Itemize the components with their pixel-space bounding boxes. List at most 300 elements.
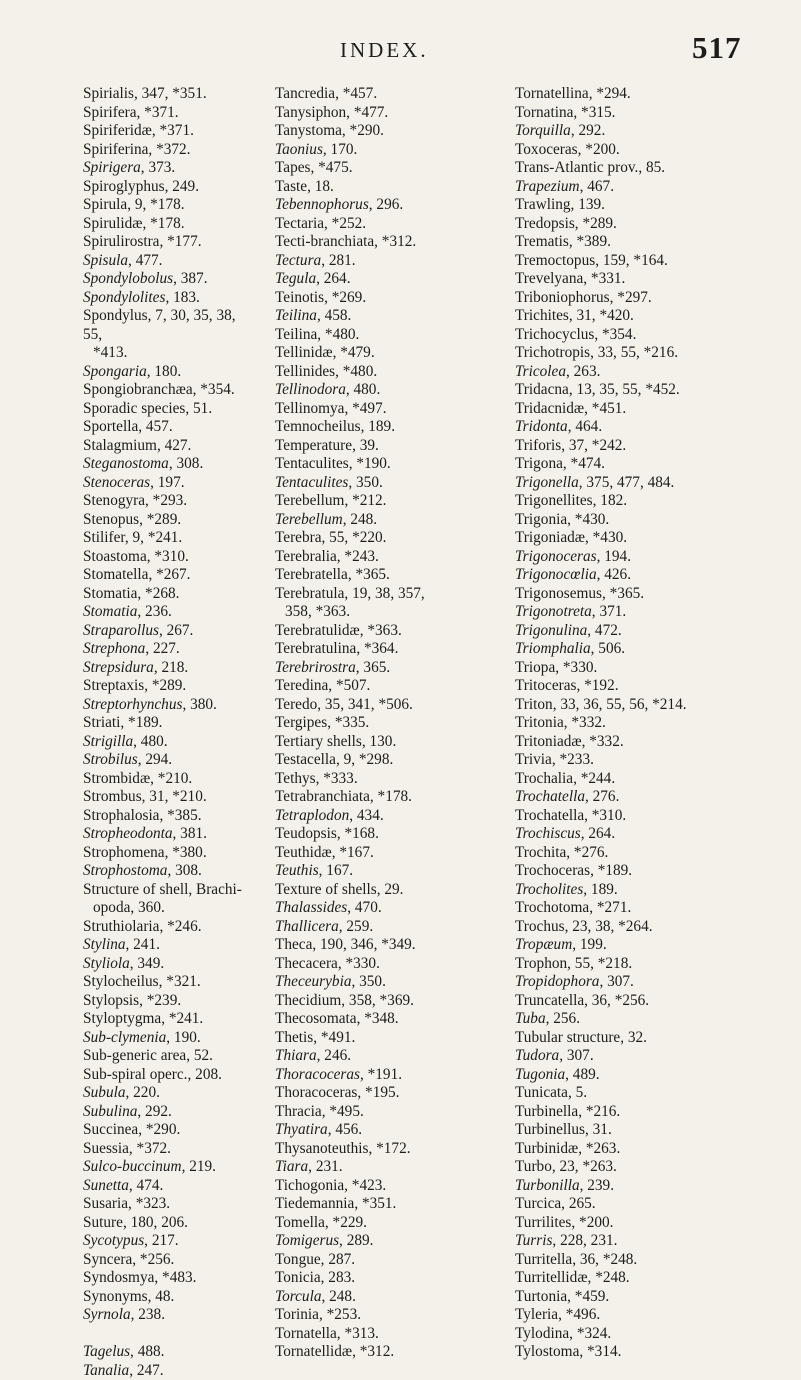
entry-term: Tridonta: [515, 418, 568, 435]
entry-term: Spirulirostra: [83, 233, 159, 250]
entry-term: Teuthidæ: [275, 844, 332, 861]
entry-page-refs: , *363.: [360, 622, 402, 639]
entry-term: Strophalosia: [83, 807, 159, 824]
index-entry: [275, 215, 535, 234]
index-entry: [275, 1232, 535, 1251]
entry-page-refs: , *248.: [588, 1269, 630, 1286]
index-entry: [515, 603, 785, 622]
entry-page-refs: , *310.: [584, 807, 626, 824]
entry-page-refs: , 13, 35, 55, *452.: [569, 381, 680, 398]
entry-term: Turrilites: [515, 1214, 571, 1231]
entry-page-refs: , 308.: [169, 455, 203, 472]
entry-term: Tricolea: [515, 363, 566, 380]
entry-term: Tapes: [275, 159, 310, 176]
entry-page-refs: , *310.: [147, 548, 189, 565]
index-entry: [83, 955, 258, 974]
index-entry: [275, 788, 535, 807]
entry-page-refs: , *330.: [555, 659, 597, 676]
entry-page-refs: , 434.: [349, 807, 383, 824]
entry-page-refs: , *333.: [316, 770, 358, 787]
entry-page-refs: , *290.: [342, 122, 384, 139]
entry-term: Torcula: [275, 1288, 321, 1305]
index-entry: [275, 326, 535, 345]
index-entry: [83, 973, 258, 992]
entry-term: Tornatellina: [515, 85, 589, 102]
index-entry: [515, 807, 785, 826]
entry-page-refs: , *290.: [138, 1121, 180, 1138]
entry-term: Torquilla: [515, 122, 571, 139]
index-entry: [275, 289, 535, 308]
entry-page-refs: , *371.: [137, 104, 179, 121]
entry-term: Spondylus: [83, 307, 148, 324]
index-entry: [83, 437, 258, 456]
entry-term: Terebralia: [275, 548, 337, 565]
entry-term: Turbinidæ: [515, 1140, 578, 1157]
index-entry: [515, 936, 785, 955]
entry-page-refs: , *323.: [128, 1195, 170, 1212]
entry-term: Tremoctopus: [515, 252, 595, 269]
entry-term: Tethys: [275, 770, 316, 787]
entry-page-refs: , *289.: [575, 215, 617, 232]
index-entry: [515, 677, 785, 696]
entry-page-refs: , *380.: [165, 844, 207, 861]
entry-term: Stomatella: [83, 566, 148, 583]
entry-term: Turbinella: [515, 1103, 578, 1120]
entry-page-refs: , 231.: [308, 1158, 342, 1175]
entry-term: Triomphalia: [515, 640, 591, 657]
entry-page-refs: , *289.: [144, 677, 186, 694]
entry-term: Sulco-buccinum: [83, 1158, 182, 1175]
entry-page-refs: , 249.: [165, 178, 199, 195]
entry-page-refs: , *233.: [552, 751, 594, 768]
entry-term: Tectura: [275, 252, 321, 269]
entry-page-refs: , *451.: [584, 400, 626, 417]
index-entry: [515, 437, 785, 456]
entry-page-refs: , 347, *351.: [134, 85, 207, 102]
entry-page-refs: , *497.: [344, 400, 386, 417]
index-entry: [83, 1158, 258, 1177]
entry-term: Trigonella: [515, 474, 579, 491]
index-entry: [515, 566, 785, 585]
page-number: 517: [692, 30, 742, 66]
entry-term: Tectaria: [275, 215, 324, 232]
entry-page-refs: , 241.: [126, 936, 160, 953]
entry-page-refs: , 39.: [352, 437, 379, 454]
entry-page-refs: , *253.: [319, 1306, 361, 1323]
index-column-1: [83, 85, 258, 1380]
index-entry: [83, 1251, 258, 1270]
entry-page-refs: , *348.: [357, 1010, 399, 1027]
index-entry: [515, 363, 785, 382]
entry-page-refs: , 294.: [138, 751, 172, 768]
entry-page-refs: , 380.: [182, 696, 216, 713]
entry-page-refs: , *195.: [357, 1084, 399, 1101]
index-entry: [275, 696, 535, 715]
entry-page-refs: , 474.: [129, 1177, 163, 1194]
entry-term: Thoracoceras: [275, 1084, 357, 1101]
entry-page-refs: , *293.: [145, 492, 187, 509]
entry-page-refs: , *177.: [159, 233, 201, 250]
entry-term: Teinotis: [275, 289, 324, 306]
entry-term: Turtonia: [515, 1288, 567, 1305]
entry-page-refs: , 248.: [343, 511, 377, 528]
entry-term: Tetraplodon: [275, 807, 349, 824]
index-entry: [515, 215, 785, 234]
index-entry: [515, 1140, 785, 1159]
entry-page-refs: , *354.: [193, 381, 235, 398]
entry-page-refs: , 480.: [346, 381, 380, 398]
index-entry: [515, 1029, 785, 1048]
entry-page-refs: , 373.: [141, 159, 175, 176]
entry-term: Sporadic species: [83, 400, 185, 417]
index-entry: [515, 640, 785, 659]
index-entry: [275, 178, 535, 197]
entry-term: Tanalia: [83, 1362, 129, 1379]
entry-term: Teudopsis: [275, 825, 337, 842]
index-entry: [83, 659, 258, 678]
index-entry: [515, 159, 785, 178]
index-entry: [515, 344, 785, 363]
index-entry: [515, 178, 785, 197]
entry-page-refs: , *389.: [569, 233, 611, 250]
index-entry: [275, 585, 535, 622]
entry-page-refs: , *212.: [344, 492, 386, 509]
entry-page-refs: , 194.: [597, 548, 631, 565]
entry-term: Tertiary shells: [275, 733, 362, 750]
entry-page-refs: , *267.: [148, 566, 190, 583]
entry-page-refs: , 426.: [597, 566, 631, 583]
entry-term: Trapezium: [515, 178, 580, 195]
entry-term: Turritella: [515, 1251, 572, 1268]
index-entry: [83, 85, 258, 104]
index-entry: [83, 770, 258, 789]
index-entry: [83, 825, 258, 844]
entry-term: Spisula: [83, 252, 128, 269]
index-entry: [515, 696, 785, 715]
entry-page-refs: , 458.: [317, 307, 351, 324]
entry-page-refs: , *200.: [578, 141, 620, 158]
entry-page-refs: , 227.: [145, 640, 179, 657]
index-entry: [275, 548, 535, 567]
entry-page-refs: , 52.: [186, 1047, 213, 1064]
index-entry: [275, 1325, 535, 1344]
entry-page-refs: , 467.: [580, 178, 614, 195]
index-entry: [515, 1158, 785, 1177]
index-entry: [515, 733, 785, 752]
index-entry: [83, 1343, 258, 1362]
index-entry: [275, 363, 535, 382]
entry-page-refs: , 130.: [362, 733, 396, 750]
entry-term: Tellinodora: [275, 381, 346, 398]
index-entry: [83, 714, 258, 733]
entry-term: Tecti-branchiata: [275, 233, 374, 250]
index-entry: [83, 455, 258, 474]
index-entry: [83, 492, 258, 511]
entry-page-refs: , *268.: [137, 585, 179, 602]
entry-page-refs: , *364.: [356, 640, 398, 657]
entry-term: Thecidium: [275, 992, 341, 1009]
entry-term: Stoastoma: [83, 548, 147, 565]
entry-term: Thalassides: [275, 899, 347, 916]
entry-page-refs: , 199.: [572, 936, 606, 953]
entry-page-refs: , 5.: [568, 1084, 587, 1101]
entry-page-refs: , 31.: [585, 1121, 612, 1138]
index-entry: [83, 936, 258, 955]
entry-term: Tornatina: [515, 104, 573, 121]
entry-term: Syncera: [83, 1251, 132, 1268]
entry-page-refs: , *189.: [590, 862, 632, 879]
entry-term: Tichogonia: [275, 1177, 344, 1194]
index-entry: [83, 1362, 258, 1380]
index-entry: [275, 714, 535, 733]
entry-term: Thetis: [275, 1029, 313, 1046]
index-entry: [275, 492, 535, 511]
index-entry: [275, 455, 535, 474]
index-entry: [515, 1214, 785, 1233]
entry-page-refs: , 350.: [348, 474, 382, 491]
index-entry: [83, 159, 258, 178]
entry-term: Stylopsis: [83, 992, 139, 1009]
index-entry: [515, 1010, 785, 1029]
index-entry: [83, 529, 258, 548]
entry-term: Teuthis: [275, 862, 319, 879]
entry-term: Tritoniadæ: [515, 733, 582, 750]
entry-page-refs: , 36, *248.: [572, 1251, 637, 1268]
index-entry: [83, 918, 258, 937]
entry-term: Styliola: [83, 955, 130, 972]
entry-term: Triopa: [515, 659, 555, 676]
index-column-2: [275, 85, 535, 1362]
entry-page-refs: , 33, 36, 55, 56, *214.: [553, 696, 687, 713]
index-entry: [83, 733, 258, 752]
entry-term: Temperature: [275, 437, 352, 454]
index-entry: [83, 696, 258, 715]
entry-page-refs: , 470.: [347, 899, 381, 916]
entry-term: Thysanoteuthis: [275, 1140, 368, 1157]
index-entry: [83, 233, 258, 252]
entry-term: Tergipes: [275, 714, 327, 731]
index-entry: [275, 1140, 535, 1159]
index-entry: [275, 770, 535, 789]
index-entry: [83, 1269, 258, 1288]
entry-term: Stropheodonta: [83, 825, 173, 842]
index-entry: [83, 862, 258, 881]
entry-page-refs: , 480.: [133, 733, 167, 750]
index-entry: [275, 992, 535, 1011]
index-entry: [275, 400, 535, 419]
entry-page-refs: , *365.: [348, 566, 390, 583]
entry-page-refs: , 219.: [182, 1158, 216, 1175]
index-entry: [83, 1029, 258, 1048]
entry-term: Struthiolaria: [83, 918, 159, 935]
index-entry: [515, 770, 785, 789]
entry-term: Tylostoma: [515, 1343, 579, 1360]
entry-page-refs: , *172.: [368, 1140, 410, 1157]
entry-page-refs: , 36, *256.: [584, 992, 649, 1009]
index-entry: [83, 363, 258, 382]
index-entry: [83, 807, 258, 826]
entry-term: Structure of shell, Brachi-: [83, 881, 242, 898]
entry-page-refs: , 292.: [571, 122, 605, 139]
page-title: INDEX.: [340, 38, 429, 63]
entry-term: Spirulidæ: [83, 215, 143, 232]
entry-page-refs: , *321.: [159, 973, 201, 990]
entry-term: Sycotypus: [83, 1232, 144, 1249]
entry-page-refs: , *297.: [610, 289, 652, 306]
entry-page-refs: , *314.: [579, 1343, 621, 1360]
index-entry: [83, 141, 258, 160]
entry-page-refs: , 159, *164.: [595, 252, 668, 269]
entry-page-refs: , *479.: [333, 344, 375, 361]
entry-page-refs: , 276.: [585, 788, 619, 805]
entry-term: Tanystoma: [275, 122, 342, 139]
entry-page-refs: , 9, *241.: [125, 529, 182, 546]
entry-term: Tomigerus: [275, 1232, 339, 1249]
entry-term: Tredopsis: [515, 215, 575, 232]
entry-term: Taste: [275, 178, 307, 195]
entry-term: Spondylolites: [83, 289, 165, 306]
entry-page-refs: , *294.: [589, 85, 631, 102]
index-entry: [275, 844, 535, 863]
entry-page-refs: , 349.: [130, 955, 164, 972]
entry-continuation: *413.: [83, 344, 258, 363]
entry-page-refs: , *252.: [324, 215, 366, 232]
entry-page-refs: , *315.: [573, 104, 615, 121]
entry-term: Triton: [515, 696, 553, 713]
index-entry: [275, 1084, 535, 1103]
entry-page-refs: , 218.: [154, 659, 188, 676]
entry-term: Taonius: [275, 141, 323, 158]
index-entry: [515, 862, 785, 881]
entry-term: Stilifer: [83, 529, 125, 546]
entry-term: Strobilus: [83, 751, 138, 768]
entry-term: Spiriferina: [83, 141, 148, 158]
index-entry: [83, 844, 258, 863]
entry-term: Truncatella: [515, 992, 584, 1009]
entry-page-refs: , 265.: [561, 1195, 595, 1212]
entry-page-refs: , *495.: [322, 1103, 364, 1120]
entry-page-refs: , 375, 477, 484.: [579, 474, 675, 491]
index-entry: [83, 1010, 258, 1029]
entry-page-refs: , 264.: [581, 825, 615, 842]
index-entry: [83, 992, 258, 1011]
entry-page-refs: , *190.: [349, 455, 391, 472]
index-entry: [83, 215, 258, 234]
entry-page-refs: , *480.: [317, 326, 359, 343]
entry-page-refs: , 283.: [321, 1269, 355, 1286]
entry-page-refs: , 358, *369.: [341, 992, 414, 1009]
index-entry: [515, 270, 785, 289]
index-entry: [515, 1232, 785, 1251]
entry-page-refs: , 217.: [144, 1232, 178, 1249]
index-entry: [275, 474, 535, 493]
entry-page-refs: , 281.: [321, 252, 355, 269]
entry-term: Tornatella: [275, 1325, 337, 1342]
entry-page-refs: , *312.: [374, 233, 416, 250]
entry-page-refs: , 170.: [323, 141, 357, 158]
index-entry: [83, 1288, 258, 1307]
index-entry: [275, 233, 535, 252]
entry-page-refs: , 35, 341, *506.: [317, 696, 413, 713]
entry-page-refs: , 238.: [131, 1306, 165, 1323]
entry-term: Trigonocœlia: [515, 566, 597, 583]
index-entry: [275, 973, 535, 992]
entry-page-refs: , 180, 206.: [123, 1214, 188, 1231]
index-entry: [515, 1177, 785, 1196]
entry-continuation: 358, *363.: [275, 603, 535, 622]
entry-page-refs: , 189.: [361, 418, 395, 435]
index-entry: [275, 159, 535, 178]
entry-term: Trocholites: [515, 881, 583, 898]
entry-page-refs: , 228, 231.: [552, 1232, 617, 1249]
index-entry: [515, 881, 785, 900]
entry-term: Spondylobolus: [83, 270, 173, 287]
entry-page-refs: , 182.: [593, 492, 627, 509]
entry-page-refs: , 55, *220.: [321, 529, 386, 546]
entry-term: Trans-Atlantic prov.: [515, 159, 638, 176]
index-entry: [515, 1269, 785, 1288]
index-entry: [83, 548, 258, 567]
index-entry: [515, 844, 785, 863]
entry-term: Terebellum: [275, 511, 343, 528]
index-entry: [515, 1195, 785, 1214]
entry-term: Tebennophorus: [275, 196, 369, 213]
entry-term: Strigilla: [83, 733, 133, 750]
entry-term: Thoracoceras: [275, 1066, 360, 1083]
entry-page-refs: , *457.: [335, 85, 377, 102]
entry-page-refs: , 55, *218.: [567, 955, 632, 972]
index-entry: [515, 233, 785, 252]
entry-term: Spirialis: [83, 85, 134, 102]
entry-term: Straparollus: [83, 622, 159, 639]
entry-page-refs: , 246.: [317, 1047, 351, 1064]
entry-page-refs: , 37, *242.: [561, 437, 626, 454]
index-entry: [515, 973, 785, 992]
entry-term: Spongiobranchæa: [83, 381, 193, 398]
index-entry: [275, 733, 535, 752]
entry-term: Tanysiphon: [275, 104, 346, 121]
index-entry: [515, 955, 785, 974]
entry-term: Stenoceras: [83, 474, 150, 491]
entry-term: Strombidæ: [83, 770, 150, 787]
entry-page-refs: , *480.: [335, 363, 377, 380]
entry-page-refs: , 427.: [157, 437, 191, 454]
index-entry: [515, 1251, 785, 1270]
entry-term: Sub-clymenia: [83, 1029, 166, 1046]
entry-term: Tropidophora: [515, 973, 599, 990]
index-entry: [83, 178, 258, 197]
entry-term: Strepsidura: [83, 659, 154, 676]
index-entry: [275, 1158, 535, 1177]
entry-term: Toxoceras: [515, 141, 578, 158]
entry-page-refs: , 308.: [167, 862, 201, 879]
entry-term: Tiara: [275, 1158, 308, 1175]
index-entry: [515, 104, 785, 123]
index-entry: [275, 511, 535, 530]
entry-page-refs: , *354.: [594, 326, 636, 343]
entry-page-refs: , 32.: [620, 1029, 647, 1046]
index-entry: [515, 492, 785, 511]
entry-page-refs: , 85.: [638, 159, 665, 176]
page-header: [0, 30, 801, 70]
entry-term: Trawling: [515, 196, 571, 213]
entry-page-refs: , *178.: [370, 788, 412, 805]
index-entry: [515, 585, 785, 604]
entry-term: Subula: [83, 1084, 126, 1101]
entry-page-refs: , *430.: [567, 511, 609, 528]
index-entry: [515, 714, 785, 733]
entry-page-refs: , 189.: [583, 881, 617, 898]
